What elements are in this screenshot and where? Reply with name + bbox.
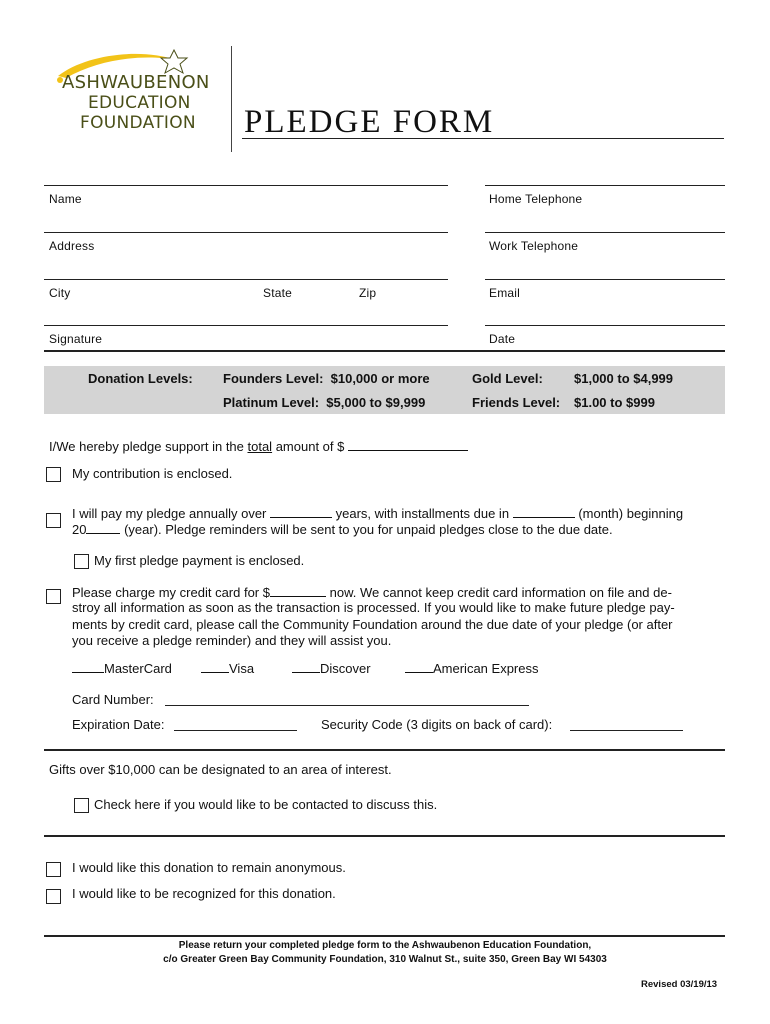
address-label: Address xyxy=(49,239,95,253)
work-telephone-line[interactable] xyxy=(485,232,725,233)
footer-line-2: c/o Greater Green Bay Community Foundation, 310 Walnut St., suite 350, Green Bay WI 54303 xyxy=(163,954,607,965)
signature-label: Signature xyxy=(49,332,103,346)
card-number-label: Card Number: xyxy=(72,692,154,707)
section-divider-4 xyxy=(44,935,725,937)
founders-level: Founders Level: $10,000 or more xyxy=(223,371,430,386)
year-field[interactable] xyxy=(86,521,120,534)
annual-pledge-checkbox[interactable] xyxy=(46,513,61,528)
years-field[interactable] xyxy=(270,505,332,518)
credit-card-checkbox[interactable] xyxy=(46,589,61,604)
contact-label: Check here if you would like to be contacted to discuss this. xyxy=(94,797,438,812)
signature-line[interactable] xyxy=(44,325,448,326)
logo-line-1: ASHWAUBENON xyxy=(62,72,210,93)
city-label: City xyxy=(49,286,71,300)
security-code-label: Security Code (3 digits on back of card): xyxy=(321,717,553,732)
recognized-checkbox[interactable] xyxy=(46,889,61,904)
email-line[interactable] xyxy=(485,279,725,280)
name-label: Name xyxy=(49,192,82,206)
title-underline xyxy=(242,138,724,139)
card-type-amex[interactable]: American Express xyxy=(405,660,538,677)
credit-line-3: ments by credit card, please call the Community Foundation around the due date of your pledge (or after xyxy=(72,617,673,632)
enclosed-label: My contribution is enclosed. xyxy=(72,466,233,481)
date-line[interactable] xyxy=(485,325,725,326)
month-field[interactable] xyxy=(513,505,575,518)
card-type-mastercard[interactable]: MasterCard xyxy=(72,660,172,677)
security-code-field[interactable] xyxy=(570,730,683,731)
contact-checkbox[interactable] xyxy=(74,798,89,813)
email-label: Email xyxy=(489,286,521,300)
credit-line-2: stroy all information as soon as the transaction is processed. If you would like to make future pledge pay- xyxy=(72,600,675,615)
name-line[interactable] xyxy=(44,185,448,186)
annual-pledge-line-1: I will pay my pledge annually over years, with installments due in (month) beginning xyxy=(72,506,684,521)
friends-level-range: $1.00 to $999 xyxy=(574,395,655,410)
section-divider-1 xyxy=(44,350,725,352)
pledge-intro: I/We hereby pledge support in the total amount of $ xyxy=(49,438,468,455)
card-number-field[interactable] xyxy=(165,705,529,706)
logo-line-2: EDUCATION xyxy=(88,93,191,113)
platinum-level: Platinum Level: $5,000 to $9,999 xyxy=(223,395,426,410)
recognized-label: I would like to be recognized for this donation. xyxy=(72,886,336,901)
section-divider-2 xyxy=(44,749,725,751)
friends-level-label: Friends Level: xyxy=(472,395,561,410)
card-type-visa[interactable]: Visa xyxy=(201,660,254,677)
address-line[interactable] xyxy=(44,232,448,233)
work-telephone-label: Work Telephone xyxy=(489,239,579,253)
anonymous-checkbox[interactable] xyxy=(46,862,61,877)
pledge-amount-field[interactable] xyxy=(348,438,468,451)
page-title: PLEDGE FORM xyxy=(244,104,495,140)
gifts-note: Gifts over $10,000 can be designated to an area of interest. xyxy=(49,762,392,777)
charge-amount-field[interactable] xyxy=(270,584,326,597)
header-divider xyxy=(231,46,232,152)
credit-line-1: Please charge my credit card for $ now. We cannot keep credit card information on file and de- xyxy=(72,585,672,600)
zip-label: Zip xyxy=(359,286,377,300)
date-label: Date xyxy=(489,332,516,346)
annual-pledge-line-2: 20 (year). Pledge reminders will be sent to you for unpaid pledges close to the due date. xyxy=(72,522,613,537)
expiration-field[interactable] xyxy=(174,730,297,731)
home-telephone-label: Home Telephone xyxy=(489,192,583,206)
home-telephone-line[interactable] xyxy=(485,185,725,186)
gold-level-label: Gold Level: xyxy=(472,371,543,386)
state-label: State xyxy=(263,286,293,300)
card-type-discover[interactable]: Discover xyxy=(292,660,371,677)
revised-date: Revised 03/19/13 xyxy=(641,979,718,990)
logo xyxy=(46,44,216,139)
gold-level-range: $1,000 to $4,999 xyxy=(574,371,674,386)
enclosed-checkbox[interactable] xyxy=(46,467,61,482)
first-payment-label: My first pledge payment is enclosed. xyxy=(94,553,305,568)
section-divider-3 xyxy=(44,835,725,837)
donation-levels-heading: Donation Levels: xyxy=(88,371,193,386)
expiration-label: Expiration Date: xyxy=(72,717,165,732)
footer-line-1: Please return your completed pledge form to the Ashwaubenon Education Foundation, xyxy=(178,940,592,951)
anonymous-label: I would like this donation to remain anonymous. xyxy=(72,860,346,875)
logo-line-3: FOUNDATION xyxy=(80,113,196,133)
credit-line-4: you receive a pledge reminder) and they will assist you. xyxy=(72,633,392,648)
first-payment-checkbox[interactable] xyxy=(74,554,89,569)
city-line[interactable] xyxy=(44,279,448,280)
